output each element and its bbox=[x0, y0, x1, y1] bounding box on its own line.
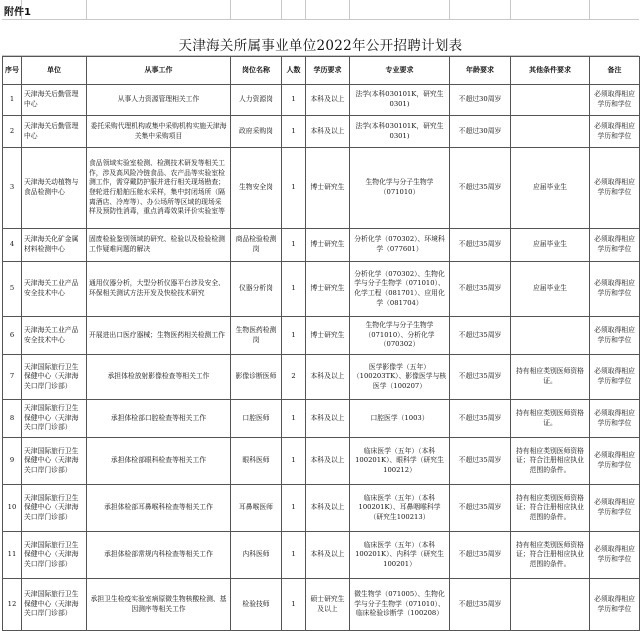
cell-unit: 天津国际旅行卫生保健中心（天津海关口岸门诊部） bbox=[22, 400, 87, 438]
cell-education: 硕士研究生及以上 bbox=[306, 579, 350, 631]
cell-other: 应届毕业生 bbox=[511, 148, 590, 229]
table-row bbox=[3, 355, 640, 400]
cell-duty: 从事人力资源管理相关工作 bbox=[87, 85, 231, 116]
table-row bbox=[3, 438, 640, 485]
table-row bbox=[3, 85, 640, 116]
document-title: 天津海关所属事业单位2022年公开招聘计划表 bbox=[178, 38, 463, 54]
cell-major: 生物化学与分子生物学（071010）、分析化学（070302） bbox=[350, 317, 450, 355]
cell-unit: 天津国际旅行卫生保健中心（天津海关口岸门诊部） bbox=[22, 532, 87, 579]
cell-major: 生物化学与分子生物学（071010） bbox=[350, 148, 450, 229]
cell-other: 应届毕业生 bbox=[511, 262, 590, 317]
cell-duty: 承担体检放射影像检查等相关工作 bbox=[87, 355, 231, 400]
cell-post: 耳鼻喉医师 bbox=[231, 485, 282, 532]
attachment-label: 附件1 bbox=[4, 7, 31, 18]
cell-other: 持有相应类别医师资格证；符合注册相应执业范围的条件。 bbox=[511, 485, 590, 532]
cell-major: 微生物学（071005）、生物化学与分子生物学（071010）、临床检验诊断学（100208） bbox=[350, 579, 450, 631]
cell-age: 不超过35周岁 bbox=[450, 438, 511, 485]
cell-age: 不超过35周岁 bbox=[450, 229, 511, 262]
header-index: 序号 bbox=[3, 57, 22, 85]
header-major: 专业要求 bbox=[350, 57, 450, 85]
cell-education: 本科及以上 bbox=[306, 355, 350, 400]
cell-post: 内科医师 bbox=[231, 532, 282, 579]
cell-index: 11 bbox=[3, 532, 22, 579]
cell-education: 本科及以上 bbox=[306, 116, 350, 148]
cell-duty: 承担体检部眼科检查等相关工作 bbox=[87, 438, 231, 485]
cell-remark: 必须取得相应学历和学位 bbox=[590, 262, 640, 317]
cell-count: 1 bbox=[282, 579, 306, 631]
cell-duty: 通用仪器分析，大型分析仪器平台涉及安全、环保相关测试方法开发及快检技术研究 bbox=[87, 262, 231, 317]
cell-other bbox=[511, 116, 590, 148]
cell-duty: 承担体检部口腔检查等相关工作 bbox=[87, 400, 231, 438]
cell-index: 3 bbox=[3, 148, 22, 229]
cell-index: 1 bbox=[3, 85, 22, 116]
header-unit: 单位 bbox=[22, 57, 87, 85]
cell-other: 持有相应类别医师资格证；符合注册相应执业范围的条件。 bbox=[511, 438, 590, 485]
cell-post: 生物安全岗 bbox=[231, 148, 282, 229]
cell-age: 不超过35周岁 bbox=[450, 148, 511, 229]
header-duty: 从事工作 bbox=[87, 57, 231, 85]
cell-count: 1 bbox=[282, 85, 306, 116]
cell-count: 2 bbox=[282, 355, 306, 400]
header-remark: 备注 bbox=[590, 57, 640, 85]
cell-major: 法学(本科030101K，研究生0301) bbox=[350, 85, 450, 116]
cell-count: 1 bbox=[282, 148, 306, 229]
cell-education: 博士研究生 bbox=[306, 148, 350, 229]
header-other: 其他条件要求 bbox=[511, 57, 590, 85]
cell-other: 持有相应类别医师资格证。 bbox=[511, 400, 590, 438]
header-count: 人数 bbox=[282, 57, 306, 85]
cell-index: 9 bbox=[3, 438, 22, 485]
cell-count: 1 bbox=[282, 532, 306, 579]
cell-other: 持有相应类别医师资格证；符合注册相应执业范围的条件。 bbox=[511, 532, 590, 579]
table-row bbox=[3, 229, 640, 262]
cell-other bbox=[511, 317, 590, 355]
cell-age: 不超过35周岁 bbox=[450, 355, 511, 400]
cell-major: 临床医学（五年）（本科100201K）、眼科学（研究生100212） bbox=[350, 438, 450, 485]
cell-duty: 食品领域实验室检测、检测技术研发等相关工作，涉及高风险冷链食品、农产品等实验室检测工作，需穿戴防护服并进行相关现场勘查；登轮进行船舶压舱水采样，集中封闭场所（隔离酒店、冷库等）、办公场所等区域的现场采样及预防性消毒，重点消毒效果评价实验室等 bbox=[87, 148, 231, 229]
cell-index: 12 bbox=[3, 579, 22, 631]
cell-count: 1 bbox=[282, 438, 306, 485]
cell-post: 商品检验检测岗 bbox=[231, 229, 282, 262]
cell-remark: 必须取得相应学历和学位 bbox=[590, 400, 640, 438]
cell-major: 分析化学（070302）、生物化学与分子生物学（071010）、化学工程（081701）、应用化学（081704） bbox=[350, 262, 450, 317]
cell-age: 不超过30周岁 bbox=[450, 116, 511, 148]
table-row bbox=[3, 532, 640, 579]
cell-index: 10 bbox=[3, 485, 22, 532]
cell-remark: 必须取得相应学历和学位 bbox=[590, 317, 640, 355]
header-education: 学历要求 bbox=[306, 57, 350, 85]
cell-post: 仪器分析岗 bbox=[231, 262, 282, 317]
cell-post: 政府采购岗 bbox=[231, 116, 282, 148]
table-row bbox=[3, 262, 640, 317]
cell-index: 7 bbox=[3, 355, 22, 400]
cell-remark: 必须取得相应学历和学位 bbox=[590, 579, 640, 631]
cell-unit: 天津海关工业产品安全技术中心 bbox=[22, 317, 87, 355]
cell-post: 影像诊断医师 bbox=[231, 355, 282, 400]
cell-age: 不超过35周岁 bbox=[450, 400, 511, 438]
cell-duty: 开展进出口医疗器械；生物医药相关检测工作 bbox=[87, 317, 231, 355]
cell-other bbox=[511, 579, 590, 631]
table-row bbox=[3, 148, 640, 229]
cell-unit: 天津海关后勤管理中心 bbox=[22, 116, 87, 148]
cell-unit: 天津国际旅行卫生保健中心（天津海关口岸门诊部） bbox=[22, 438, 87, 485]
cell-education: 本科及以上 bbox=[306, 485, 350, 532]
cell-index: 4 bbox=[3, 229, 22, 262]
table-row bbox=[3, 116, 640, 148]
cell-remark: 必须取得相应学历和学位 bbox=[590, 438, 640, 485]
header-age: 年龄要求 bbox=[450, 57, 511, 85]
cell-count: 1 bbox=[282, 317, 306, 355]
table-header-row bbox=[3, 57, 640, 85]
cell-index: 2 bbox=[3, 116, 22, 148]
cell-major: 法学(本科030101K，研究生0301) bbox=[350, 116, 450, 148]
cell-education: 博士研究生 bbox=[306, 262, 350, 317]
cell-remark: 必须取得相应学历和学位 bbox=[590, 355, 640, 400]
cell-major: 临床医学（五年）（本科100201K）、内科学（研究生100201） bbox=[350, 532, 450, 579]
cell-age: 不超过35周岁 bbox=[450, 532, 511, 579]
cell-duty: 承担体检部常规内科检查等相关工作 bbox=[87, 532, 231, 579]
cell-count: 1 bbox=[282, 485, 306, 532]
cell-education: 本科及以上 bbox=[306, 438, 350, 485]
cell-education: 本科及以上 bbox=[306, 400, 350, 438]
cell-education: 本科及以上 bbox=[306, 85, 350, 116]
cell-count: 1 bbox=[282, 229, 306, 262]
cell-duty: 固废检验鉴别领域的研究、检验以及检验检测工作疑难问题的解决 bbox=[87, 229, 231, 262]
table-row bbox=[3, 579, 640, 631]
table-row bbox=[3, 400, 640, 438]
cell-duty: 承担体检部耳鼻喉科检查等相关工作 bbox=[87, 485, 231, 532]
cell-unit: 天津国际旅行卫生保健中心（天津海关口岸门诊部） bbox=[22, 355, 87, 400]
cell-education: 本科及以上 bbox=[306, 532, 350, 579]
cell-age: 不超过35周岁 bbox=[450, 262, 511, 317]
cell-post: 人力资源岗 bbox=[231, 85, 282, 116]
cell-age: 不超过30周岁 bbox=[450, 85, 511, 116]
cell-unit: 天津国际旅行卫生保健中心（天津海关口岸门诊部） bbox=[22, 579, 87, 631]
cell-other: 应届毕业生 bbox=[511, 229, 590, 262]
cell-education: 博士研究生 bbox=[306, 317, 350, 355]
cell-remark: 必须取得相应学历和学位 bbox=[590, 532, 640, 579]
cell-major: 临床医学（五年）（本科100201K）、耳鼻咽喉科学（研究生100213） bbox=[350, 485, 450, 532]
cell-unit: 天津海关化矿金属材料检测中心 bbox=[22, 229, 87, 262]
cell-age: 不超过35周岁 bbox=[450, 579, 511, 631]
cell-unit: 天津海关后勤管理中心 bbox=[22, 85, 87, 116]
cell-duty: 委托采购代理机构或集中采购机构实施天津海关集中采购项目 bbox=[87, 116, 231, 148]
cell-major: 口腔医学（1003） bbox=[350, 400, 450, 438]
cell-index: 6 bbox=[3, 317, 22, 355]
cell-count: 1 bbox=[282, 116, 306, 148]
cell-other: 持有相应类别医师资格证。 bbox=[511, 355, 590, 400]
cell-remark: 必须取得相应学历和学位 bbox=[590, 116, 640, 148]
table-row bbox=[3, 485, 640, 532]
cell-count: 1 bbox=[282, 400, 306, 438]
cell-unit: 天津海关动植物与食品检测中心 bbox=[22, 148, 87, 229]
cell-index: 5 bbox=[3, 262, 22, 317]
cell-age: 不超过35周岁 bbox=[450, 317, 511, 355]
cell-post: 口腔医师 bbox=[231, 400, 282, 438]
recruitment-table bbox=[2, 56, 640, 631]
cell-duty: 承担卫生检疫实验室病原微生物核酸检测、基因测序等相关工作 bbox=[87, 579, 231, 631]
cell-post: 检验技师 bbox=[231, 579, 282, 631]
cell-index: 8 bbox=[3, 400, 22, 438]
cell-unit: 天津国际旅行卫生保健中心（天津海关口岸门诊部） bbox=[22, 485, 87, 532]
cell-remark: 必须取得相应学历和学位 bbox=[590, 229, 640, 262]
cell-other bbox=[511, 85, 590, 116]
cell-remark: 必须取得相应学历和学位 bbox=[590, 485, 640, 532]
cell-unit: 天津海关工业产品安全技术中心 bbox=[22, 262, 87, 317]
cell-count: 1 bbox=[282, 262, 306, 317]
cell-remark: 必须取得相应学历和学位 bbox=[590, 148, 640, 229]
cell-post: 生物医药检测岗 bbox=[231, 317, 282, 355]
cell-post: 眼科医师 bbox=[231, 438, 282, 485]
cell-major: 分析化学（070302）、环境科学（077601） bbox=[350, 229, 450, 262]
table-row bbox=[3, 317, 640, 355]
header-post: 岗位名称 bbox=[231, 57, 282, 85]
cell-remark: 必须取得相应学历和学位 bbox=[590, 85, 640, 116]
cell-age: 不超过35周岁 bbox=[450, 485, 511, 532]
cell-major: 医学影像学（五年）（100203TK）、影像医学与核医学（100207） bbox=[350, 355, 450, 400]
cell-education: 博士研究生 bbox=[306, 229, 350, 262]
